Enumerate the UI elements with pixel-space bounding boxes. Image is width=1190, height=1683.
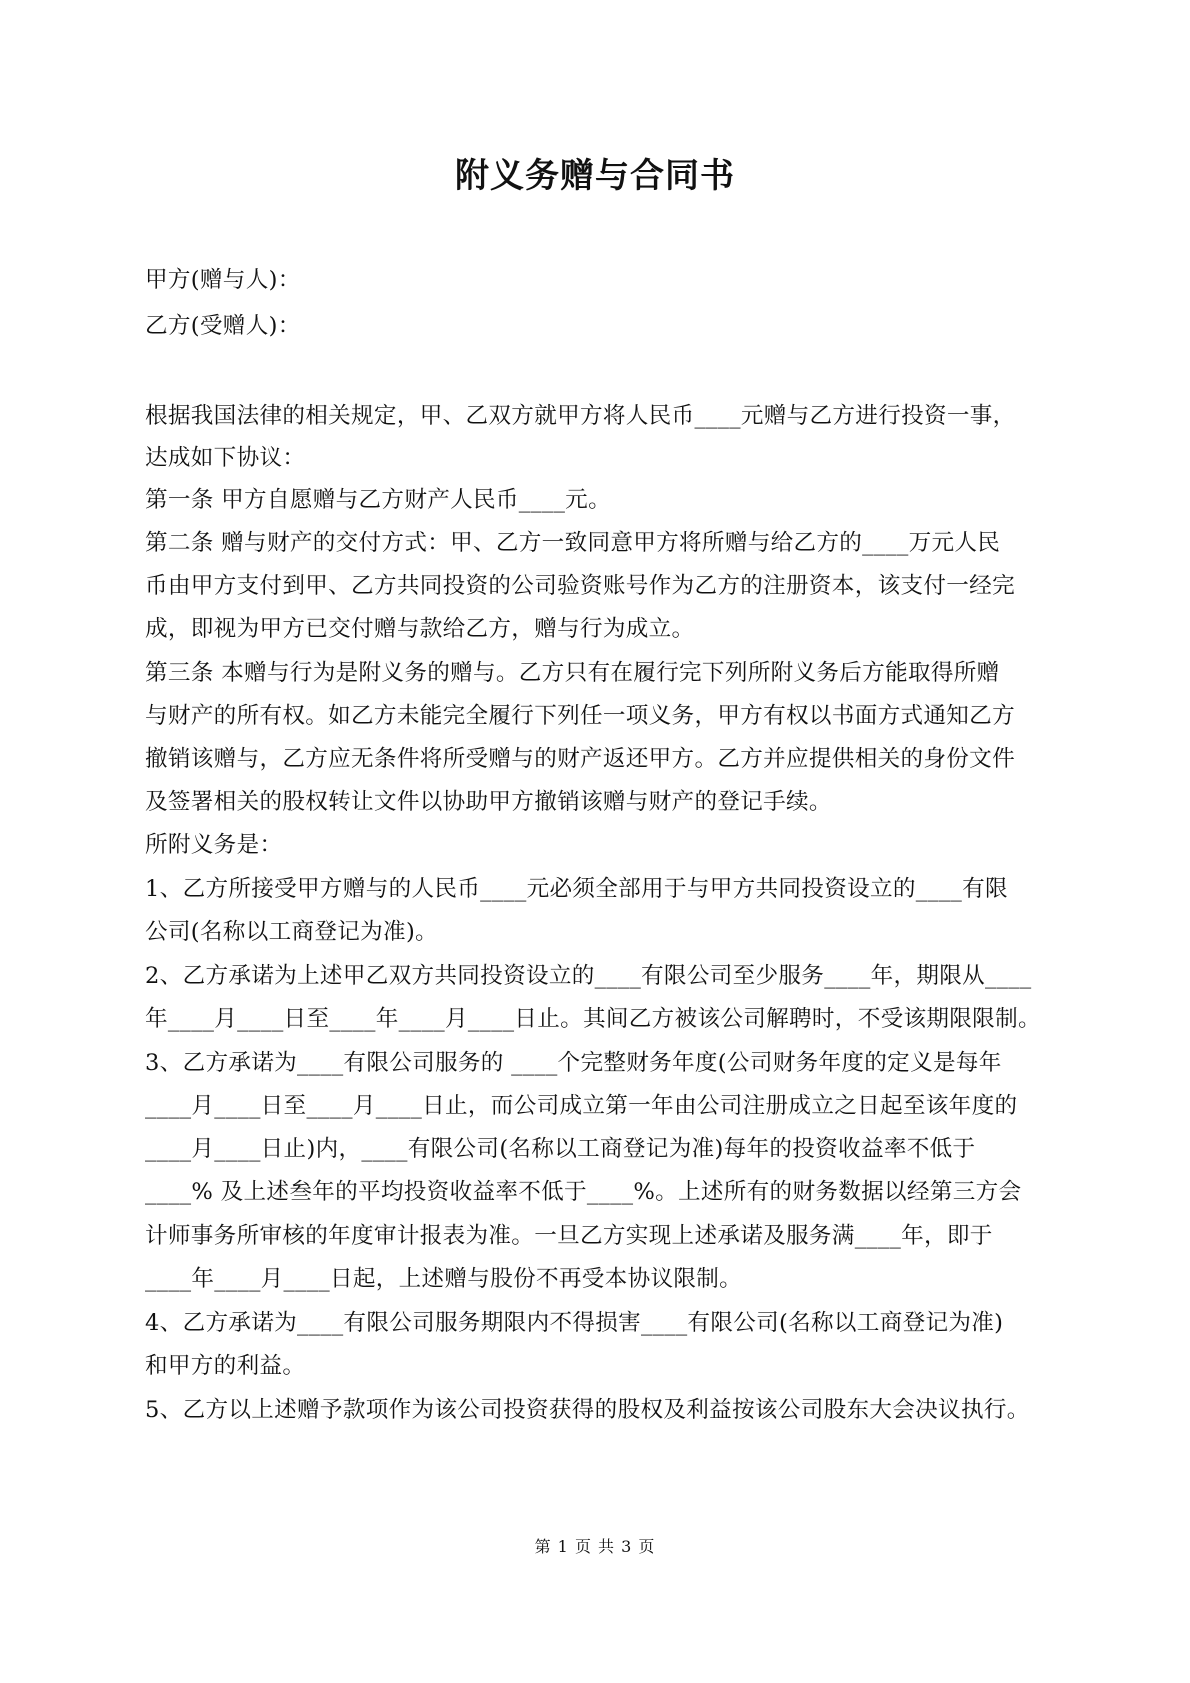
preamble-line: 根据我国法律的相关规定，甲、乙双方就甲方将人民币____元赠与乙方进行投资一事， <box>145 403 1016 429</box>
article-3-line: 与财产的所有权。如乙方未能完全履行下列任一项义务，甲方有权以书面方式通知乙方 <box>145 703 1015 729</box>
article-2-line: 第二条 赠与财产的交付方式：甲、乙方一致同意甲方将所赠与给乙方的____万元人民 <box>145 530 1001 556</box>
obligation-3-line: 计师事务所审核的年度审计报表为准。一旦乙方实现上述承诺及服务满____年，即于 <box>145 1223 993 1249</box>
obligation-2-line: 年____月____日至____年____月____日止。其间乙方被该公司解聘时，不受该期限限制。 <box>145 1006 1041 1032</box>
obligation-1-line: 1、乙方所接受甲方赠与的人民币____元必须全部用于与甲方共同投资设立的____有限 <box>145 876 1008 902</box>
party-a-line: 甲方(赠与人)： <box>145 267 301 293</box>
document-title: 附义务赠与合同书 <box>455 156 735 196</box>
page-number-footer: 第 1 页 共 3 页 <box>534 1537 656 1556</box>
article-3-line: 撤销该赠与，乙方应无条件将所受赠与的财产返还甲方。乙方并应提供相关的身份文件 <box>145 746 1015 772</box>
obligation-2-line: 2、乙方承诺为上述甲乙双方共同投资设立的____有限公司至少服务____年，期限从____ <box>145 963 1032 989</box>
obligation-1-line: 公司(名称以工商登记为准)。 <box>145 919 438 945</box>
obligation-3-line: ____% 及上述叁年的平均投资收益率不低于____%。上述所有的财务数据以经第三方会 <box>145 1179 1022 1205</box>
obligation-3-line: ____月____日止)内，____有限公司(名称以工商登记为准)每年的投资收益率不低于 <box>145 1136 976 1162</box>
article-1-line: 第一条 甲方自愿赠与乙方财产人民币____元。 <box>145 487 611 513</box>
obligation-3-line: ____月____日至____月____日止，而公司成立第一年由公司注册成立之日起至该年度的 <box>145 1093 1018 1119</box>
obligation-4-line: 和甲方的利益。 <box>145 1353 306 1379</box>
obligation-3-line: ____年____月____日起，上述赠与股份不再受本协议限制。 <box>145 1266 743 1292</box>
article-3-line: 第三条 本赠与行为是附义务的赠与。乙方只有在履行完下列所附义务后方能取得所赠 <box>145 660 1000 686</box>
preamble-line: 达成如下协议： <box>145 445 306 471</box>
article-2-line: 成，即视为甲方已交付赠与款给乙方，赠与行为成立。 <box>145 616 695 642</box>
obligation-4-line: 4、乙方承诺为____有限公司服务期限内不得损害____有限公司(名称以工商登记为准) <box>145 1310 1004 1336</box>
article-2-line: 币由甲方支付到甲、乙方共同投资的公司验资账号作为乙方的注册资本，该支付一经完 <box>145 573 1015 599</box>
article-3-line: 及签署相关的股权转让文件以协助甲方撤销该赠与财产的登记手续。 <box>145 789 832 815</box>
obligations-heading: 所附义务是： <box>145 832 283 858</box>
obligation-3-line: 3、乙方承诺为____有限公司服务的 ____个完整财务年度(公司财务年度的定义是每年 <box>145 1050 1002 1076</box>
obligation-5-line: 5、乙方以上述赠予款项作为该公司投资获得的股权及利益按该公司股东大会决议执行。 <box>145 1397 1030 1423</box>
party-b-line: 乙方(受赠人)： <box>145 313 301 339</box>
